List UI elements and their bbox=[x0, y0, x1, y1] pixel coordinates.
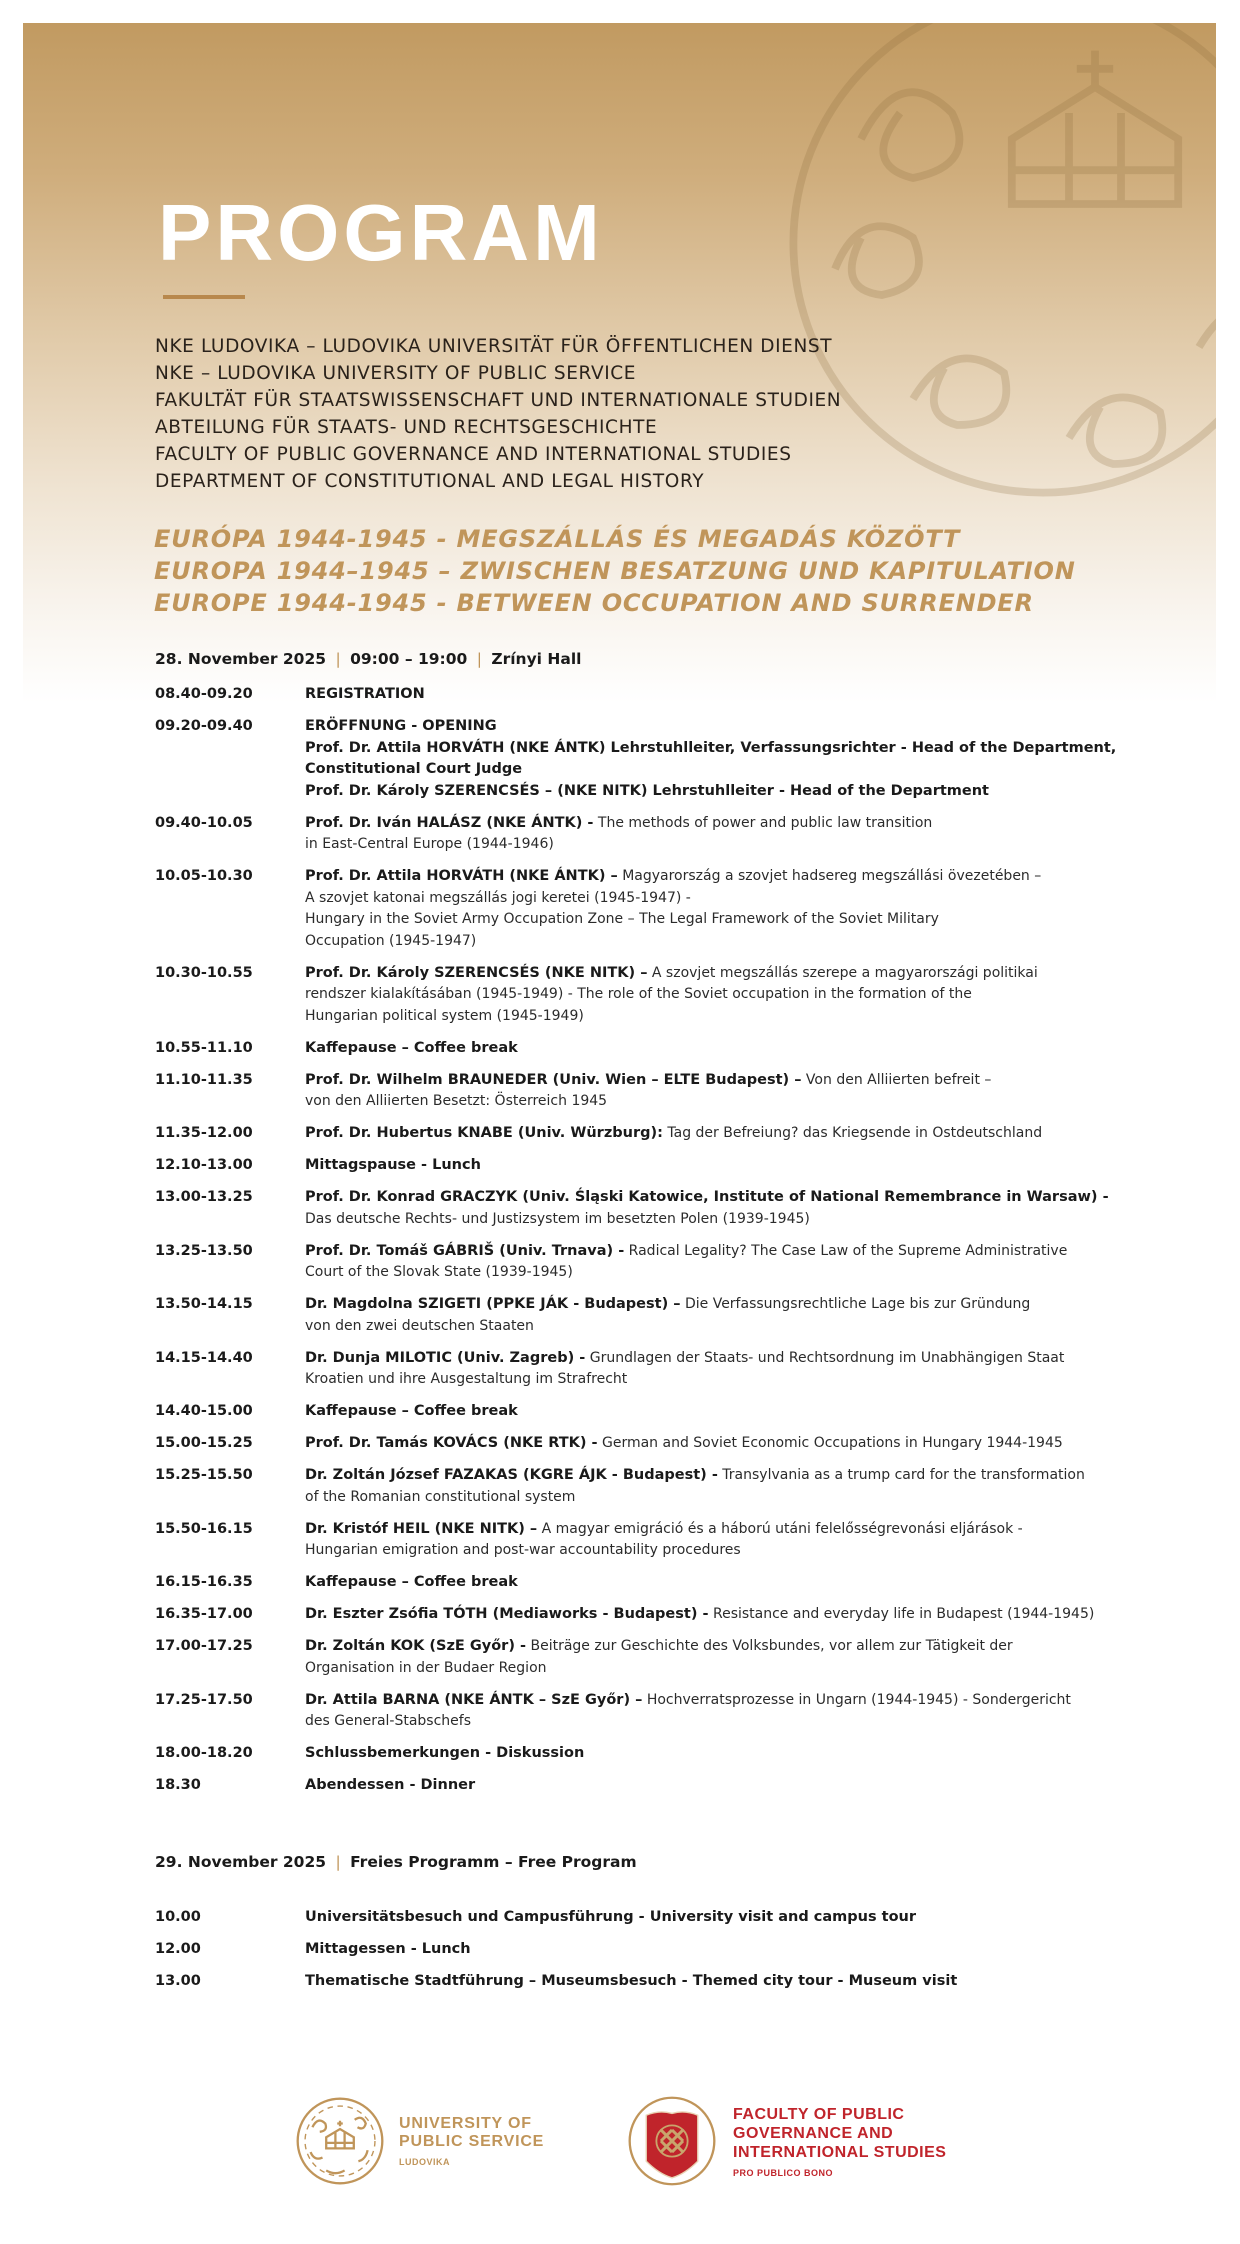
session-line bbox=[305, 1348, 1155, 1370]
session-line bbox=[305, 1155, 1155, 1177]
schedule-row bbox=[155, 1070, 1155, 1113]
university-logo bbox=[294, 2093, 604, 2193]
institution-list bbox=[155, 333, 841, 495]
session-time: 10.00 bbox=[155, 1909, 201, 1925]
institution-line: ABTEILUNG FÜR STAATS- UND RECHTSGESCHICHTE bbox=[155, 417, 658, 438]
day1-date: 28. November 2025 bbox=[155, 650, 327, 668]
session-line bbox=[305, 1572, 1155, 1594]
session-speaker: Dr. Zoltán KOK (SzE Győr) - bbox=[305, 1638, 527, 1654]
conference-titles bbox=[154, 523, 1076, 619]
session-speaker: Abendessen - Dinner bbox=[305, 1777, 476, 1793]
session-topic: Die Verfassungsrechtliche Lage bis zur Gründung bbox=[680, 1296, 1031, 1312]
session-content bbox=[305, 1348, 1155, 1391]
session-content bbox=[305, 1465, 1155, 1508]
session-line bbox=[305, 1519, 1155, 1541]
session-content bbox=[305, 716, 1155, 802]
session-line bbox=[305, 1241, 1155, 1263]
schedule-row bbox=[155, 1971, 1155, 1993]
session-line bbox=[305, 834, 1155, 856]
schedule-row bbox=[155, 1636, 1155, 1679]
session-speaker: Dr. Kristóf HEIL (NKE NITK) – bbox=[305, 1520, 538, 1537]
session-line bbox=[305, 909, 1155, 931]
session-line bbox=[305, 1187, 1155, 1209]
session-speaker: Kaffepause – Coffee break bbox=[305, 1039, 518, 1056]
session-speaker: Dr. Eszter Zsófia TÓTH (Mediaworks - Budapest) - bbox=[305, 1606, 709, 1622]
session-time: 08.40-09.20 bbox=[155, 686, 253, 702]
session-time: 12.00 bbox=[155, 1941, 201, 1957]
session-topic: rendszer kialakításában (1945-1949) - The role of the Soviet occupation in the formation of the bbox=[305, 986, 972, 1002]
session-topic: Court of the Slovak State (1939-1945) bbox=[305, 1264, 573, 1280]
session-speaker: Mittagessen - Lunch bbox=[305, 1941, 471, 1957]
session-topic: Radical Legality? The Case Law of the Supreme Administrative bbox=[624, 1242, 1068, 1259]
session-time: 16.15-16.35 bbox=[155, 1574, 253, 1590]
session-line bbox=[305, 1294, 1155, 1316]
session-content bbox=[305, 866, 1155, 952]
session-topic: Grundlagen der Staats- und Rechtsordnung im Unabhängigen Staat bbox=[585, 1349, 1065, 1366]
session-line bbox=[305, 1743, 1155, 1765]
session-time: 14.15-14.40 bbox=[155, 1349, 253, 1366]
session-speaker: Prof. Dr. Károly SZERENCSÉS (NKE NITK) – bbox=[305, 964, 648, 981]
session-line bbox=[305, 1775, 1155, 1797]
session-content bbox=[305, 1433, 1155, 1455]
session-content bbox=[305, 1187, 1155, 1230]
session-speaker: REGISTRATION bbox=[305, 686, 425, 702]
schedule-row bbox=[155, 1294, 1155, 1337]
day2-label: Freies Programm – Free Program bbox=[350, 1853, 637, 1871]
session-content bbox=[305, 1241, 1155, 1284]
session-line bbox=[305, 1939, 1155, 1961]
institution-line: FAKULTÄT FÜR STAATSWISSENSCHAFT UND INTERNATIONALE STUDIEN bbox=[155, 390, 842, 411]
session-line bbox=[305, 1971, 1155, 1993]
conference-title-de: EUROPA 1944–1945 – ZWISCHEN BESATZUNG UND KAPITULATION bbox=[154, 557, 1076, 585]
session-content bbox=[305, 1775, 1155, 1797]
session-speaker: Kaffepause – Coffee break bbox=[305, 1403, 518, 1419]
session-speaker: Dr. Zoltán József FAZAKAS (KGRE ÁJK - Budapest) - bbox=[305, 1467, 718, 1483]
session-content bbox=[305, 1572, 1155, 1594]
separator: | bbox=[335, 1853, 341, 1871]
session-speaker: Prof. Dr. Tamás KOVÁCS (NKE RTK) - bbox=[305, 1435, 598, 1451]
session-line bbox=[305, 813, 1155, 835]
session-content bbox=[305, 1939, 1155, 1961]
session-speaker: Prof. Dr. Károly SZERENCSÉS – (NKE NITK) Lehrstuhlleiter - Head of the Department bbox=[305, 782, 989, 799]
session-time: 10.55-11.10 bbox=[155, 1039, 253, 1056]
conference-title-en: EUROPE 1944-1945 - BETWEEN OCCUPATION AND SURRENDER bbox=[154, 589, 1034, 617]
session-line bbox=[305, 1690, 1155, 1712]
faculty-logo bbox=[626, 2093, 986, 2193]
schedule-row bbox=[155, 1038, 1155, 1060]
schedule-row bbox=[155, 1775, 1155, 1797]
session-content bbox=[305, 813, 1155, 856]
session-topic: Von den Alliierten befreit – bbox=[801, 1071, 992, 1088]
session-time: 11.10-11.35 bbox=[155, 1071, 253, 1088]
logo-text-line: INTERNATIONAL STUDIES bbox=[733, 2144, 947, 2161]
day2-header bbox=[155, 1853, 637, 1871]
session-time: 18.00-18.20 bbox=[155, 1745, 253, 1761]
schedule-row bbox=[155, 866, 1155, 952]
session-time: 16.35-17.00 bbox=[155, 1606, 253, 1622]
logo-text-line: GOVERNANCE AND bbox=[733, 2125, 894, 2142]
separator: | bbox=[335, 650, 341, 668]
session-speaker: Prof. Dr. Konrad GRACZYK (Univ. Śląski Katowice, Institute of National Remembrance in Warsaw) - bbox=[305, 1189, 1109, 1205]
session-speaker: Prof. Dr. Attila HORVÁTH (NKE ÁNTK) Lehrstuhlleiter, Verfassungsrichter - Head of the Department, Constitutional Court Judge bbox=[305, 739, 1117, 777]
logo-subtitle: PRO PUBLICO BONO bbox=[733, 2168, 834, 2178]
ludovika-crest-watermark-icon bbox=[783, 23, 1216, 503]
session-content bbox=[305, 1155, 1155, 1177]
session-line bbox=[305, 963, 1155, 985]
session-line bbox=[305, 1006, 1155, 1028]
session-content bbox=[305, 1743, 1155, 1765]
session-speaker: Prof. Dr. Tomáš GÁBRIŠ (Univ. Trnava) - bbox=[305, 1242, 625, 1259]
session-speaker: Dr. Dunja MILOTIC (Univ. Zagreb) - bbox=[305, 1349, 586, 1366]
logo-text-line: FACULTY OF PUBLIC bbox=[733, 2106, 905, 2123]
session-topic: The methods of power and public law transition bbox=[593, 814, 933, 831]
session-topic: von den Alliierten Besetzt: Österreich 1945 bbox=[305, 1093, 608, 1109]
session-line bbox=[305, 1209, 1155, 1231]
session-content bbox=[305, 1070, 1155, 1113]
schedule-row bbox=[155, 716, 1155, 802]
session-topic: Tag der Befreiung? das Kriegsende in Ostdeutschland bbox=[662, 1125, 1043, 1141]
schedule-row bbox=[155, 1690, 1155, 1733]
session-topic: Hungarian emigration and post-war accountability procedures bbox=[305, 1542, 741, 1558]
session-topic: des General-Stabschefs bbox=[305, 1713, 472, 1729]
session-speaker: Kaffepause – Coffee break bbox=[305, 1574, 518, 1590]
session-time: 11.35-12.00 bbox=[155, 1125, 253, 1141]
separator: | bbox=[476, 650, 482, 668]
session-topic: of the Romanian constitutional system bbox=[305, 1488, 576, 1505]
logo-text-line: PUBLIC SERVICE bbox=[399, 2133, 545, 2150]
session-line bbox=[305, 1658, 1155, 1680]
session-content bbox=[305, 1519, 1155, 1562]
session-topic: A magyar emigráció és a háború utáni felelősségrevonási eljárások - bbox=[537, 1520, 1023, 1537]
session-time: 09.20-09.40 bbox=[155, 718, 253, 734]
schedule-row bbox=[155, 1401, 1155, 1423]
session-line bbox=[305, 1487, 1155, 1509]
session-topic: Hungary in the Soviet Army Occupation Zone – The Legal Framework of the Soviet Military bbox=[305, 911, 939, 927]
session-topic: Magyarország a szovjet hadsereg megszállási övezetében – bbox=[617, 868, 1042, 884]
session-time: 15.50-16.15 bbox=[155, 1520, 253, 1537]
session-line bbox=[305, 931, 1155, 953]
session-speaker: Prof. Dr. Hubertus KNABE (Univ. Würzburg): bbox=[305, 1125, 663, 1141]
day1-time: 09:00 – 19:00 bbox=[350, 650, 468, 668]
schedule-row bbox=[155, 684, 1155, 706]
session-topic: Transylvania as a trump card for the transformation bbox=[717, 1467, 1085, 1483]
session-line bbox=[305, 1401, 1155, 1423]
session-line bbox=[305, 1465, 1155, 1487]
footer-logos bbox=[23, 2068, 1216, 2198]
session-time: 15.25-15.50 bbox=[155, 1467, 253, 1483]
session-time: 17.25-17.50 bbox=[155, 1691, 253, 1708]
session-speaker: Prof. Dr. Iván HALÁSZ (NKE ÁNTK) - bbox=[305, 814, 594, 831]
university-logo-text bbox=[399, 2115, 544, 2168]
faculty-shield-knot-icon bbox=[626, 2095, 718, 2187]
session-topic: German and Soviet Economic Occupations in Hungary 1944-1945 bbox=[597, 1435, 1063, 1451]
session-line bbox=[305, 738, 1155, 781]
schedule-row bbox=[155, 963, 1155, 1028]
session-topic: Hungarian political system (1945-1949) bbox=[305, 1007, 584, 1024]
session-content bbox=[305, 1294, 1155, 1337]
session-time: 10.30-10.55 bbox=[155, 964, 253, 981]
session-line bbox=[305, 716, 1155, 738]
schedule-row bbox=[155, 1433, 1155, 1455]
header-banner bbox=[23, 23, 1216, 703]
schedule-row bbox=[155, 1572, 1155, 1594]
session-speaker: ERÖFFNUNG - OPENING bbox=[305, 718, 497, 734]
session-time: 13.50-14.15 bbox=[155, 1296, 253, 1312]
session-time: 17.00-17.25 bbox=[155, 1638, 253, 1654]
logo-text-line: UNIVERSITY OF bbox=[399, 2115, 532, 2132]
session-line bbox=[305, 781, 1155, 803]
schedule-row bbox=[155, 1743, 1155, 1765]
page-title: PROGRAM bbox=[158, 188, 604, 277]
session-content bbox=[305, 963, 1155, 1028]
session-time: 15.00-15.25 bbox=[155, 1435, 253, 1451]
session-line bbox=[305, 888, 1155, 910]
day1-header bbox=[155, 650, 581, 668]
session-line bbox=[305, 684, 1155, 706]
session-topic: A szovjet megszállás szerepe a magyarországi politikai bbox=[647, 964, 1038, 981]
logo-subtitle: LUDOVIKA bbox=[399, 2157, 450, 2167]
session-line bbox=[305, 1711, 1155, 1733]
session-line bbox=[305, 1433, 1155, 1455]
schedule-row bbox=[155, 1241, 1155, 1284]
session-topic: Beiträge zur Geschichte des Volksbundes, vor allem zur Tätigkeit der bbox=[526, 1638, 1013, 1654]
session-line bbox=[305, 1123, 1155, 1145]
session-speaker: Prof. Dr. Attila HORVÁTH (NKE ÁNTK) – bbox=[305, 868, 618, 884]
session-speaker: Dr. Attila BARNA (NKE ÁNTK – SzE Győr) – bbox=[305, 1691, 643, 1708]
institution-line: FACULTY OF PUBLIC GOVERNANCE AND INTERNATIONAL STUDIES bbox=[155, 444, 792, 465]
session-time: 13.00-13.25 bbox=[155, 1189, 253, 1205]
schedule-row bbox=[155, 813, 1155, 856]
session-content bbox=[305, 1636, 1155, 1679]
schedule-row bbox=[155, 1907, 1155, 1929]
schedule-row bbox=[155, 1155, 1155, 1177]
session-topic: von den zwei deutschen Staaten bbox=[305, 1317, 534, 1334]
session-line bbox=[305, 1070, 1155, 1092]
session-content bbox=[305, 1971, 1155, 1993]
day1-schedule bbox=[155, 684, 1155, 1807]
session-line bbox=[305, 1636, 1155, 1658]
session-topic: A szovjet katonai megszállás jogi keretei (1945-1947) - bbox=[305, 889, 691, 906]
program-page bbox=[23, 23, 1216, 2223]
session-content bbox=[305, 1038, 1155, 1060]
session-time: 12.10-13.00 bbox=[155, 1157, 253, 1173]
session-line bbox=[305, 1604, 1155, 1626]
session-speaker: Prof. Dr. Wilhelm BRAUNEDER (Univ. Wien – ELTE Budapest) – bbox=[305, 1071, 802, 1088]
session-line bbox=[305, 1369, 1155, 1391]
session-topic: in East-Central Europe (1944-1946) bbox=[305, 836, 554, 852]
day2-schedule bbox=[155, 1907, 1155, 2003]
session-topic: Occupation (1945-1947) bbox=[305, 932, 477, 949]
day2-date: 29. November 2025 bbox=[155, 1853, 327, 1871]
institution-line: NKE LUDOVIKA – LUDOVIKA UNIVERSITÄT FÜR ÖFFENTLICHEN DIENST bbox=[155, 336, 833, 357]
session-topic: Das deutsche Rechts- und Justizsystem im besetzten Polen (1939-1945) bbox=[305, 1210, 810, 1227]
title-underline bbox=[163, 295, 245, 299]
schedule-row bbox=[155, 1187, 1155, 1230]
day1-venue: Zrínyi Hall bbox=[491, 650, 582, 668]
session-line bbox=[305, 984, 1155, 1006]
session-content bbox=[305, 1690, 1155, 1733]
session-content bbox=[305, 1401, 1155, 1423]
session-topic: Kroatien und ihre Ausgestaltung im Strafrecht bbox=[305, 1371, 628, 1387]
session-line bbox=[305, 1262, 1155, 1284]
institution-line: DEPARTMENT OF CONSTITUTIONAL AND LEGAL HISTORY bbox=[155, 471, 705, 492]
session-time: 09.40-10.05 bbox=[155, 814, 253, 831]
schedule-row bbox=[155, 1939, 1155, 1961]
session-speaker: Dr. Magdolna SZIGETI (PPKE JÁK - Budapest) – bbox=[305, 1296, 681, 1312]
session-time: 14.40-15.00 bbox=[155, 1403, 253, 1419]
schedule-row bbox=[155, 1604, 1155, 1626]
session-content bbox=[305, 684, 1155, 706]
session-time: 13.25-13.50 bbox=[155, 1242, 253, 1259]
session-speaker: Thematische Stadtführung – Museumsbesuch - Themed city tour - Museum visit bbox=[305, 1973, 958, 1989]
schedule-row bbox=[155, 1465, 1155, 1508]
session-speaker: Mittagspause - Lunch bbox=[305, 1157, 481, 1173]
session-content bbox=[305, 1604, 1155, 1626]
session-line bbox=[305, 1540, 1155, 1562]
session-line bbox=[305, 1038, 1155, 1060]
session-time: 18.30 bbox=[155, 1777, 201, 1793]
session-line bbox=[305, 1091, 1155, 1113]
session-topic: Resistance and everyday life in Budapest (1944-1945) bbox=[708, 1606, 1095, 1622]
ludovika-crest-icon bbox=[294, 2095, 386, 2187]
session-line bbox=[305, 1316, 1155, 1338]
schedule-row bbox=[155, 1348, 1155, 1391]
schedule-row bbox=[155, 1519, 1155, 1562]
institution-line: NKE – LUDOVIKA UNIVERSITY OF PUBLIC SERVICE bbox=[155, 363, 637, 384]
conference-title-hu: EURÓPA 1944-1945 - MEGSZÁLLÁS ÉS MEGADÁS KÖZÖTT bbox=[154, 525, 961, 553]
session-time: 13.00 bbox=[155, 1973, 201, 1989]
session-line bbox=[305, 866, 1155, 888]
session-content bbox=[305, 1907, 1155, 1929]
session-time: 10.05-10.30 bbox=[155, 868, 253, 884]
session-line bbox=[305, 1907, 1155, 1929]
session-speaker: Universitätsbesuch und Campusführung - University visit and campus tour bbox=[305, 1909, 917, 1925]
session-topic: Hochverratsprozesse in Ungarn (1944-1945) - Sondergericht bbox=[642, 1691, 1071, 1708]
session-speaker: Schlussbemerkungen - Diskussion bbox=[305, 1745, 585, 1761]
schedule-row bbox=[155, 1123, 1155, 1145]
faculty-logo-text bbox=[733, 2105, 946, 2179]
session-content bbox=[305, 1123, 1155, 1145]
session-topic: Organisation in der Budaer Region bbox=[305, 1659, 547, 1676]
